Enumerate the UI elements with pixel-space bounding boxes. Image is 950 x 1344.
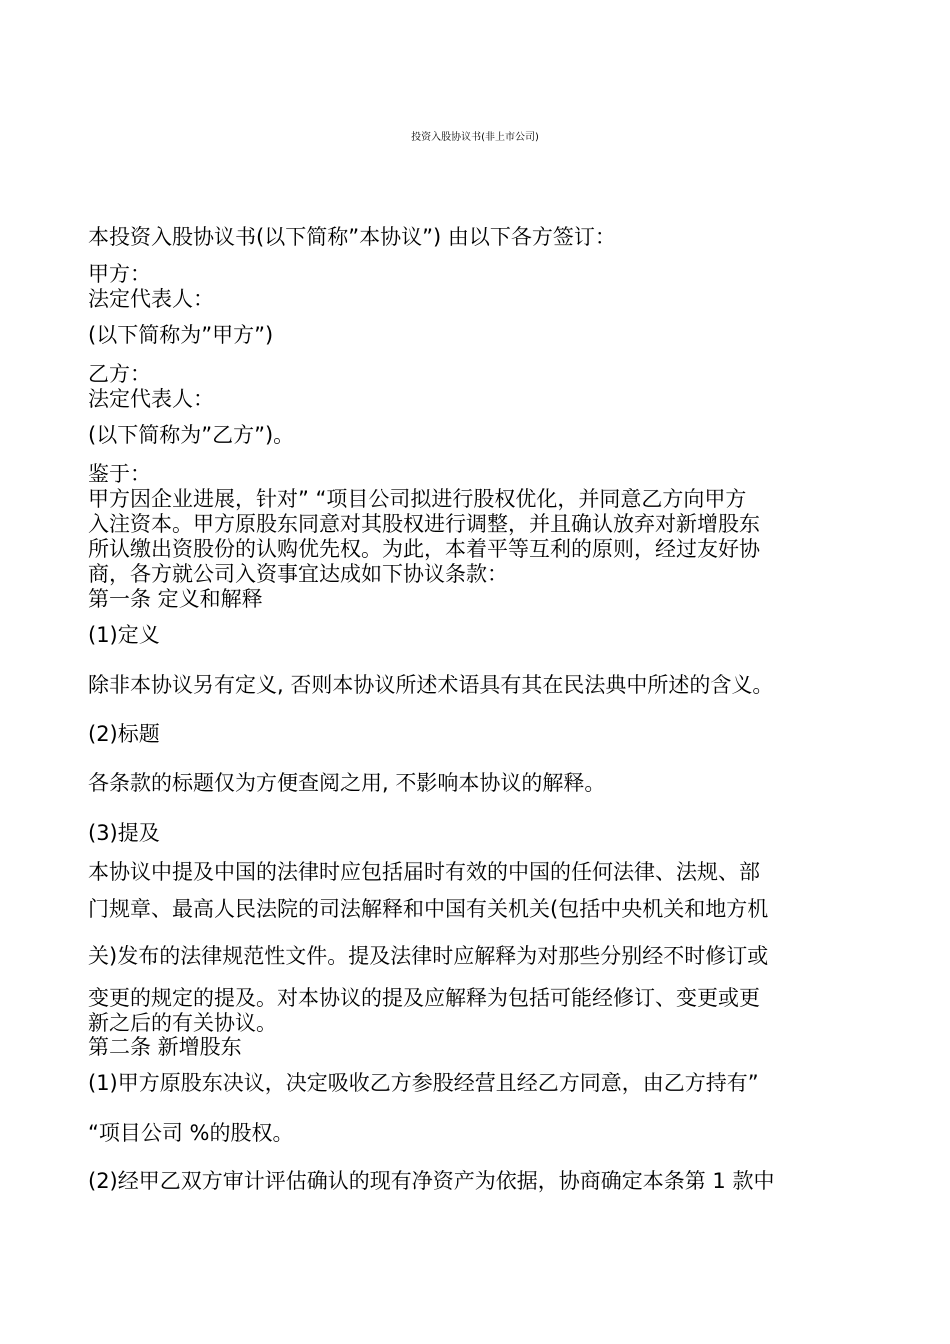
party-a-alias: (以下简称为”甲方”) xyxy=(88,323,274,347)
article-2-heading: 第二条 新增股东 xyxy=(88,1035,242,1059)
clause-heading: (1)定义 xyxy=(88,623,160,647)
clause-paragraph-line: 变更的规定的提及。对本协议的提及应解释为包括可能经修订、变更或更 xyxy=(88,986,760,1010)
clause-paragraph-line: 除非本协议另有定义, 否则本协议所述术语具有其在民法典中所述的含义。 xyxy=(88,673,774,697)
clause-paragraph-line: “项目公司 %的股权。 xyxy=(88,1121,294,1145)
clause-paragraph-line: (2)经甲乙双方审计评估确认的现有净资产为依据，协商确定本条第 1 款中 xyxy=(88,1169,775,1193)
clause-paragraph-line: 本协议中提及中国的法律时应包括届时有效的中国的任何法律、法规、部 xyxy=(88,860,760,884)
party-a-representative: 法定代表人： xyxy=(88,287,214,311)
whereas-label: 鉴于： xyxy=(88,462,151,486)
whereas-paragraph-line: 入注资本。甲方原股东同意对其股权进行调整，并且确认放弃对新增股东 xyxy=(88,512,760,536)
clause-heading: (3)提及 xyxy=(88,821,160,845)
whereas-paragraph-line: 所认缴出资股份的认购优先权。为此，本着平等互利的原则，经过友好协 xyxy=(88,537,760,561)
clause-paragraph-line: (1)甲方原股东决议，决定吸收乙方参股经营且经乙方同意，由乙方持有” xyxy=(88,1071,759,1095)
whereas-paragraph-line: 商，各方就公司入资事宜达成如下协议条款： xyxy=(88,562,508,586)
clause-paragraph-line: 各条款的标题仅为方便查阅之用, 不影响本协议的解释。 xyxy=(88,771,606,795)
article-1-heading: 第一条 定义和解释 xyxy=(88,587,263,611)
whereas-paragraph-line: 甲方因企业进展，针对” “项目公司拟进行股权优化，并同意乙方向甲方 xyxy=(88,487,747,511)
party-a-label: 甲方： xyxy=(88,262,151,286)
party-b-alias: (以下简称为”乙方”)。 xyxy=(88,423,295,447)
clause-paragraph-line: 关)发布的法律规范性文件。提及法律时应解释为对那些分别经不时修订或 xyxy=(88,944,769,968)
clause-paragraph-line: 新之后的有关协议。 xyxy=(88,1011,277,1035)
party-b-representative: 法定代表人： xyxy=(88,387,214,411)
intro-line: 本投资入股协议书(以下简称”本协议”) 由以下各方签订： xyxy=(88,225,616,249)
document-title: 投资入股协议书(非上市公司) xyxy=(411,132,539,143)
party-b-label: 乙方： xyxy=(88,362,151,386)
clause-heading: (2)标题 xyxy=(88,722,160,746)
clause-paragraph-line: 门规章、最高人民法院的司法解释和中国有关机关(包括中央机关和地方机 xyxy=(88,897,769,921)
